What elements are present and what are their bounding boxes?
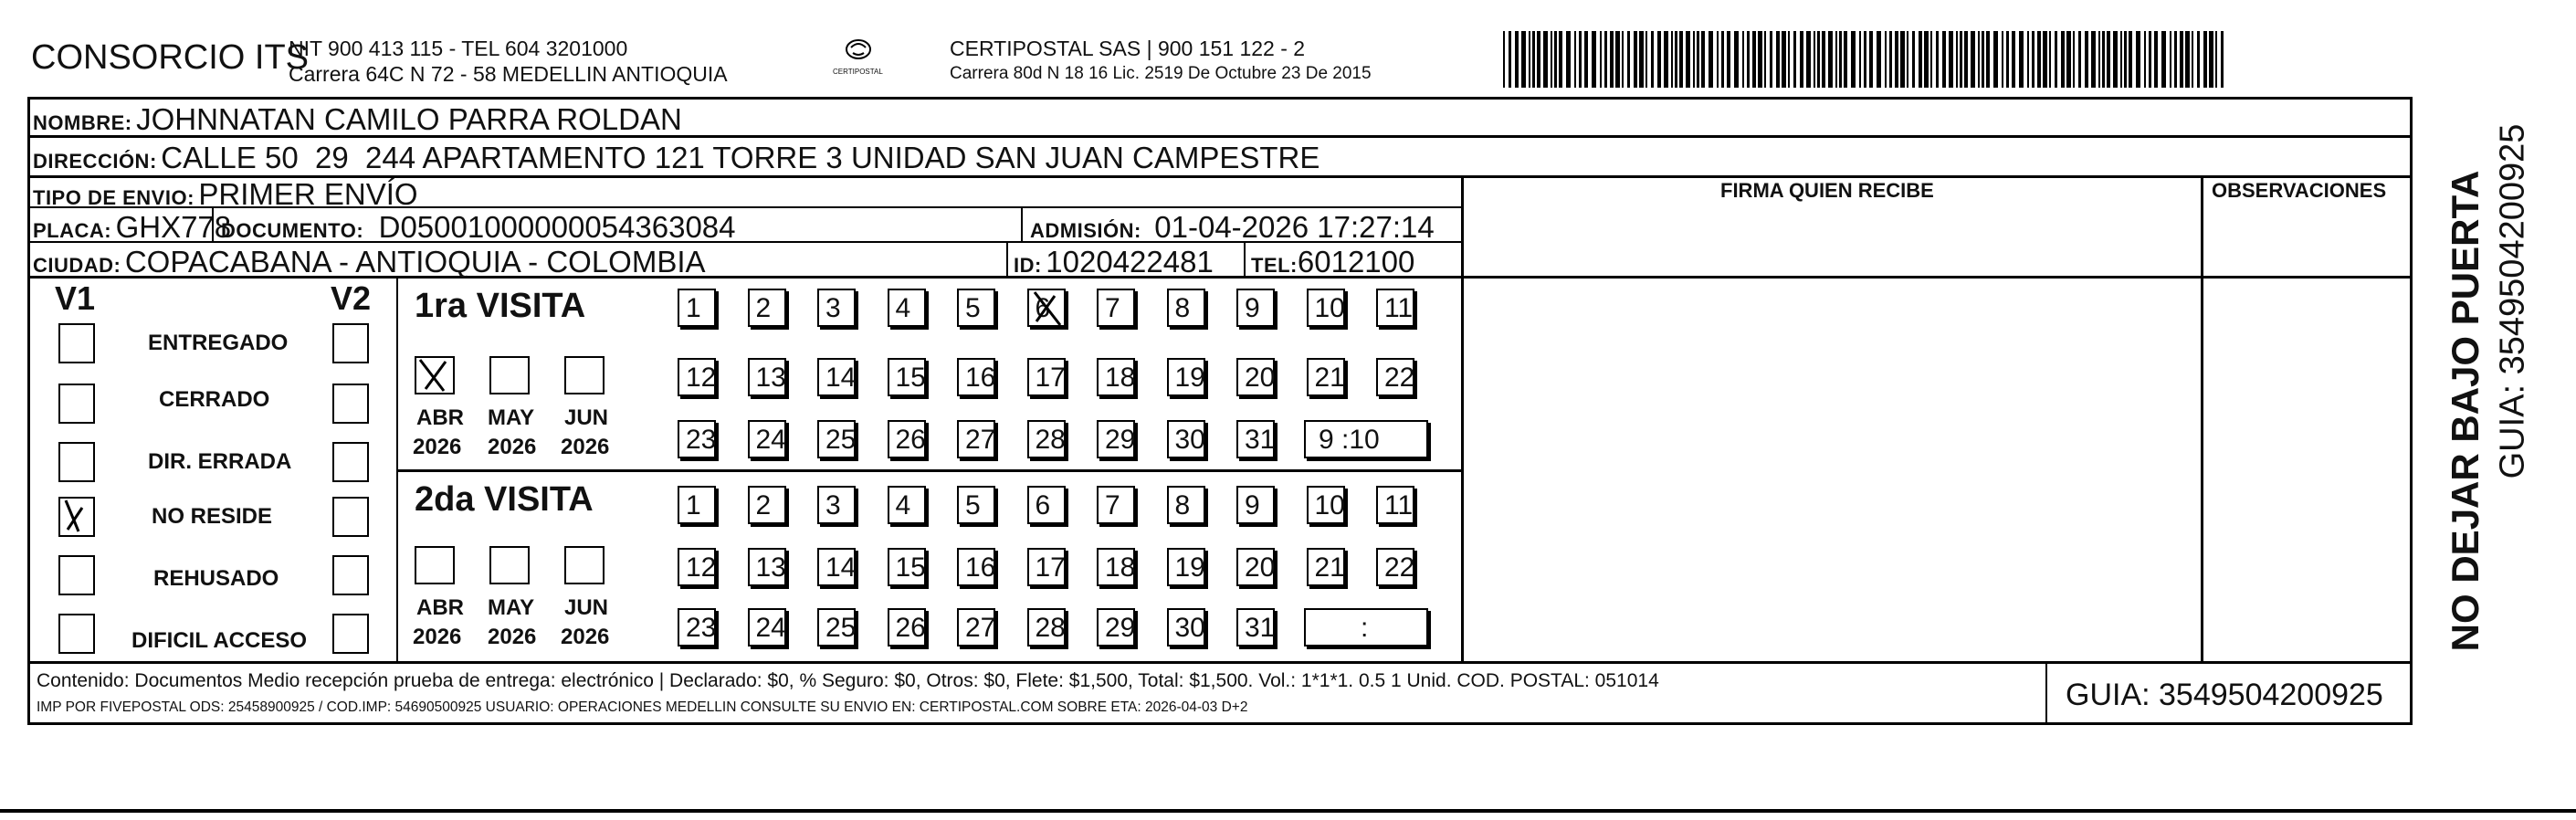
direccion-row: DIRECCIÓN: CALLE 50 29 244 APARTAMENTO 121 TORRE 3 UNIDAD SAN JUAN CAMPESTRE	[33, 141, 1320, 174]
documento-field: DOCUMENTO: D05001000000054363084	[221, 210, 736, 244]
admision-field: ADMISIÓN: 01-04-2026 17:27:14	[1030, 210, 1435, 244]
first-visit-day-17[interactable]: 17	[1027, 358, 1066, 396]
first-visit-day-11[interactable]: 11	[1376, 289, 1414, 327]
footer-contenido: Contenido: Documentos Medio recepción prueba de entrega: electrónico | Declarado: $0, % Seguro: $0, Otros: $0, Flete: $1,500, Total: $1,500. Vol.: 1*1*1. 0.5 1 Unid. COD. POSTAL: 051014	[37, 670, 1659, 691]
second-visit-day-27[interactable]: 27	[957, 608, 995, 647]
first-visit-day-18[interactable]: 18	[1097, 358, 1135, 396]
second-visit-day-28[interactable]: 28	[1027, 608, 1066, 647]
second-visit-day-29[interactable]: 29	[1097, 608, 1135, 647]
first-visit-title: 1ra VISITA	[415, 287, 586, 325]
first-visit-day-16[interactable]: 16	[957, 358, 995, 396]
second-visit-day-13[interactable]: 13	[748, 548, 786, 586]
nombre-value: JOHNNATAN CAMILO PARRA ROLDAN	[136, 102, 682, 136]
v1-no-reside-checkbox[interactable]	[58, 497, 95, 537]
firma-header: FIRMA QUIEN RECIBE	[1720, 179, 1934, 202]
status-label-entregado: ENTREGADO	[148, 331, 289, 355]
second-visit-day-31[interactable]: 31	[1236, 608, 1275, 647]
first-month-label-abr: ABR	[416, 405, 464, 430]
first-visit-time-box[interactable]: 9 :10	[1304, 420, 1428, 458]
status-label-no-reside: NO RESIDE	[152, 504, 273, 529]
tel-value: 6012100	[1297, 245, 1415, 279]
first-visit-day-23[interactable]: 23	[678, 420, 716, 458]
second-visit-day-9[interactable]: 9	[1236, 486, 1275, 524]
second-visit-day-1[interactable]: 1	[678, 486, 716, 524]
first-visit-day-22[interactable]: 22	[1376, 358, 1414, 396]
company-name: CONSORCIO ITS	[31, 38, 310, 77]
first-month-label-jun: JUN	[564, 405, 609, 430]
documento-value: D05001000000054363084	[378, 210, 736, 244]
second-year-label-1: 2026	[413, 625, 462, 649]
first-visit-day-21[interactable]: 21	[1307, 358, 1345, 396]
tel-field: TEL:6012100	[1251, 245, 1415, 279]
firma-area[interactable]	[1465, 208, 2199, 659]
v2-no-reside-checkbox[interactable]	[332, 497, 369, 537]
company-line-1: NIT 900 413 115 - TEL 604 3201000	[289, 37, 628, 60]
first-visit-day-8[interactable]: 8	[1167, 289, 1205, 327]
second-visit-day-19[interactable]: 19	[1167, 548, 1205, 586]
v2-dir-errada-checkbox[interactable]	[332, 442, 369, 482]
first-visit-day-24[interactable]: 24	[748, 420, 786, 458]
second-visit-day-2[interactable]: 2	[748, 486, 786, 524]
id-value: 1020422481	[1046, 245, 1214, 279]
observaciones-header: OBSERVACIONES	[2212, 179, 2387, 202]
first-visit-day-30[interactable]: 30	[1167, 420, 1205, 458]
footer-guia: GUIA: 3549504200925	[2066, 678, 2383, 712]
v2-cerrado-checkbox[interactable]	[332, 384, 369, 424]
first-visit-day-25[interactable]: 25	[817, 420, 856, 458]
second-visit-day-15[interactable]: 15	[888, 548, 926, 586]
second-year-label-3: 2026	[561, 625, 610, 649]
first-visit-day-20[interactable]: 20	[1236, 358, 1275, 396]
second-visit-day-17[interactable]: 17	[1027, 548, 1066, 586]
first-visit-day-14[interactable]: 14	[817, 358, 856, 396]
second-visit-day-12[interactable]: 12	[678, 548, 716, 586]
first-visit-month-may[interactable]	[489, 356, 530, 394]
second-visit-day-10[interactable]: 10	[1307, 486, 1345, 524]
second-month-label-abr: ABR	[416, 595, 464, 620]
second-month-label-jun: JUN	[564, 595, 609, 620]
second-visit-month-may[interactable]	[489, 546, 530, 584]
certipostal-logo: CERTIPOSTAL	[833, 31, 884, 84]
first-visit-day-2[interactable]: 2	[748, 289, 786, 327]
barcode	[1503, 31, 2226, 88]
ciudad-field: CIUDAD: COPACABANA - ANTIOQUIA - COLOMBIA	[33, 245, 706, 279]
second-visit-day-23[interactable]: 23	[678, 608, 716, 647]
first-visit-day-1[interactable]: 1	[678, 289, 716, 327]
first-visit-day-10[interactable]: 10	[1307, 289, 1345, 327]
second-visit-day-5[interactable]: 5	[957, 486, 995, 524]
first-visit-day-3[interactable]: 3	[817, 289, 856, 327]
first-visit-day-27[interactable]: 27	[957, 420, 995, 458]
first-visit-day-9[interactable]: 9	[1236, 289, 1275, 327]
second-visit-day-14[interactable]: 14	[817, 548, 856, 586]
status-label-rehusado: REHUSADO	[153, 566, 279, 591]
first-visit-day-31[interactable]: 31	[1236, 420, 1275, 458]
courier-line-2: Carrera 80d N 18 16 Lic. 2519 De Octubre 23 De 2015	[950, 64, 1372, 83]
first-visit-day-29[interactable]: 29	[1097, 420, 1135, 458]
second-visit-day-24[interactable]: 24	[748, 608, 786, 647]
second-visit-month-jun[interactable]	[564, 546, 605, 584]
second-visit-day-20[interactable]: 20	[1236, 548, 1275, 586]
v2-label: V2	[331, 279, 372, 317]
second-visit-title: 2da VISITA	[415, 480, 594, 519]
status-label-cerrado: CERRADO	[159, 387, 270, 412]
first-visit-day-19[interactable]: 19	[1167, 358, 1205, 396]
first-visit-day-15[interactable]: 15	[888, 358, 926, 396]
nombre-row: NOMBRE: JOHNNATAN CAMILO PARRA ROLDAN	[33, 102, 682, 136]
second-visit-month-abr[interactable]	[415, 546, 455, 584]
observaciones-area[interactable]	[2204, 208, 2411, 659]
v1-entregado-checkbox[interactable]	[58, 323, 95, 363]
v2-entregado-checkbox[interactable]	[332, 323, 369, 363]
status-label-dir-errada: DIR. ERRADA	[148, 449, 292, 474]
courier-line-1: CERTIPOSTAL SAS | 900 151 122 - 2	[950, 37, 1306, 60]
v1-rehusado-checkbox[interactable]	[58, 555, 95, 595]
second-visit-day-25[interactable]: 25	[817, 608, 856, 647]
second-visit-day-8[interactable]: 8	[1167, 486, 1205, 524]
side-warning: NO DEJAR BAJO PUERTA	[2444, 170, 2487, 652]
footer-imp: IMP POR FIVEPOSTAL ODS: 25458900925 / COD.IMP: 54690500925 USUARIO: OPERACIONES MEDELLIN CONSULTE SU ENVIO EN: CERTIPOSTAL.COM SOBRE ETA: 2026-04-03 D+2	[37, 699, 1248, 715]
second-visit-day-22[interactable]: 22	[1376, 548, 1414, 586]
first-year-label-1: 2026	[413, 435, 462, 459]
second-visit-day-6[interactable]: 6	[1027, 486, 1066, 524]
id-field: ID: 1020422481	[1014, 245, 1214, 279]
second-visit-day-16[interactable]: 16	[957, 548, 995, 586]
ciudad-value: COPACABANA - ANTIOQUIA - COLOMBIA	[124, 245, 706, 279]
first-visit-day-26[interactable]: 26	[888, 420, 926, 458]
first-visit-day-4[interactable]: 4	[888, 289, 926, 327]
second-visit-day-7[interactable]: 7	[1097, 486, 1135, 524]
first-month-label-may: MAY	[488, 405, 535, 430]
second-year-label-2: 2026	[488, 625, 537, 649]
first-visit-month-abr[interactable]	[415, 356, 455, 394]
second-visit-day-21[interactable]: 21	[1307, 548, 1345, 586]
second-visit-day-26[interactable]: 26	[888, 608, 926, 647]
second-visit-day-4[interactable]: 4	[888, 486, 926, 524]
first-visit-day-12[interactable]: 12	[678, 358, 716, 396]
first-visit-day-5[interactable]: 5	[957, 289, 995, 327]
status-label-dificil-acceso: DIFICIL ACCESO	[131, 628, 308, 653]
direccion-value: CALLE 50 29 244 APARTAMENTO 121 TORRE 3 UNIDAD SAN JUAN CAMPESTRE	[161, 141, 1320, 174]
second-visit-time-box[interactable]: :	[1304, 608, 1428, 647]
tipo-envio-value: PRIMER ENVÍO	[198, 177, 418, 211]
placa-value: GHX778	[115, 210, 232, 244]
second-visit-day-18[interactable]: 18	[1097, 548, 1135, 586]
v1-dir-errada-checkbox[interactable]	[58, 442, 95, 482]
v1-label: V1	[55, 279, 96, 317]
first-visit-day-13[interactable]: 13	[748, 358, 786, 396]
first-visit-day-6[interactable]: 6	[1027, 289, 1066, 327]
second-visit-day-11[interactable]: 11	[1376, 486, 1414, 524]
v2-rehusado-checkbox[interactable]	[332, 555, 369, 595]
first-visit-day-7[interactable]: 7	[1097, 289, 1135, 327]
first-visit-month-jun[interactable]	[564, 356, 605, 394]
first-year-label-2: 2026	[488, 435, 537, 459]
second-visit-day-30[interactable]: 30	[1167, 608, 1205, 647]
v1-cerrado-checkbox[interactable]	[58, 384, 95, 424]
v2-dificil-acceso-checkbox[interactable]	[332, 614, 369, 654]
admision-value: 01-04-2026 17:27:14	[1154, 210, 1435, 244]
first-year-label-3: 2026	[561, 435, 610, 459]
v1-dificil-acceso-checkbox[interactable]	[58, 614, 95, 654]
second-visit-day-3[interactable]: 3	[817, 486, 856, 524]
first-visit-day-28[interactable]: 28	[1027, 420, 1066, 458]
tipo-envio-row: TIPO DE ENVIO: PRIMER ENVÍO	[33, 177, 418, 211]
second-month-label-may: MAY	[488, 595, 535, 620]
placa-field: PLACA: GHX778	[33, 210, 232, 244]
company-line-2: Carrera 64C N 72 - 58 MEDELLIN ANTIOQUIA	[289, 62, 728, 86]
side-guia: GUIA: 3549504200925	[2493, 123, 2532, 479]
